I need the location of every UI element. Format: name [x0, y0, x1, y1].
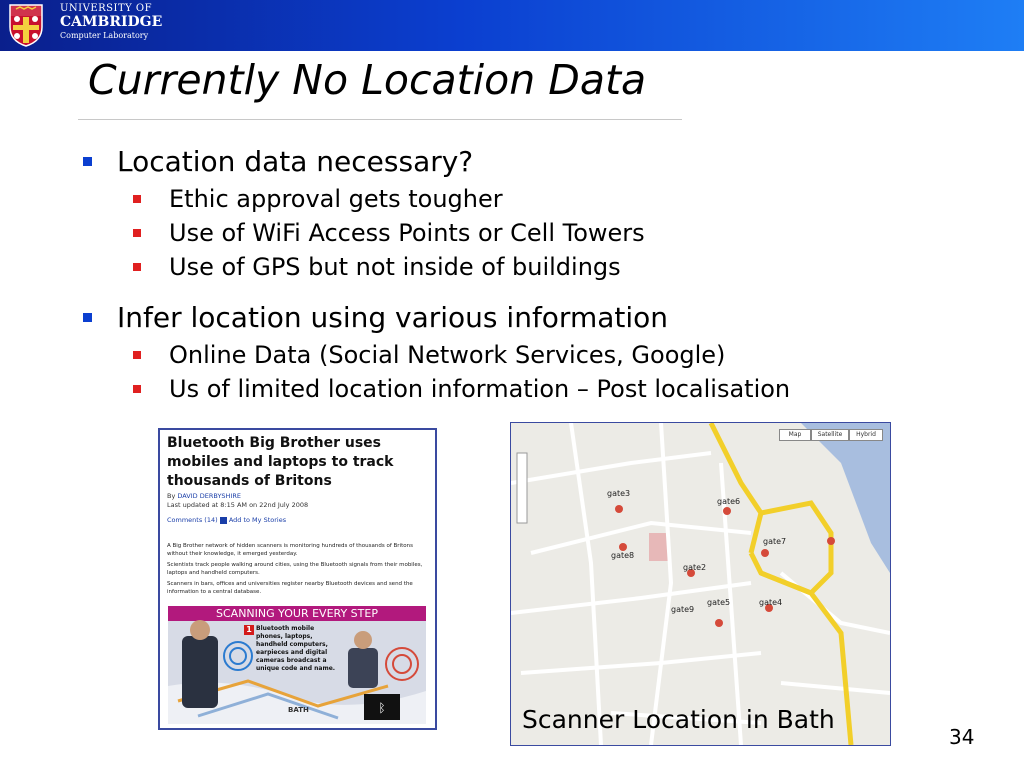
gate-label: gate3	[607, 489, 631, 498]
gate-label: gate6	[717, 497, 741, 506]
gate-label: gate7	[763, 537, 787, 546]
header-bar	[0, 0, 1024, 51]
bullet-item	[80, 142, 790, 182]
news-body	[167, 542, 427, 599]
gate-label: gate9	[671, 605, 695, 614]
sub-bullet-item	[80, 250, 790, 284]
news-byline	[167, 492, 308, 510]
red-bullet-icon	[133, 385, 141, 393]
byline-prefix: By	[167, 492, 178, 500]
gate-label: gate5	[707, 598, 731, 607]
map-view-button[interactable]: Map	[779, 429, 811, 441]
bullet-text: Location data necessary?	[117, 145, 474, 178]
news-paragraph: Scientists track people walking around cities, using the Bluetooth signals from their mobiles, laptops and handheld computers.	[167, 562, 423, 576]
step-box	[246, 625, 336, 673]
gate-label: gate4	[759, 598, 783, 607]
red-bullet-icon	[133, 263, 141, 271]
title-divider	[78, 119, 682, 120]
bullet-text: Infer location using various information	[117, 301, 669, 334]
hybrid-view-button[interactable]: Hybrid	[849, 429, 883, 441]
news-paragraph: Scanners in bars, offices and universities register nearby Bluetooth devices and send the information to a central database.	[167, 581, 413, 595]
blue-bullet-icon	[83, 157, 92, 166]
sub-bullet-item	[80, 216, 790, 250]
news-comments	[167, 516, 286, 524]
sub-bullet-item	[80, 182, 790, 216]
bath-map-image	[510, 422, 891, 746]
map-caption: Scanner Location in Bath	[522, 705, 835, 734]
gate-label: gate8	[611, 551, 635, 560]
svg-text:ᛒ: ᛒ	[378, 701, 386, 715]
bullet-spacer	[80, 284, 790, 298]
sub-bullet-item	[80, 338, 790, 372]
cambridge-crest-icon	[8, 3, 44, 47]
sub-bullet-text: Online Data (Social Network Services, Google)	[169, 341, 726, 369]
slide-title: Currently No Location Data	[88, 56, 647, 104]
sub-bullet-item	[80, 372, 790, 406]
red-bullet-icon	[133, 229, 141, 237]
blue-bullet-icon	[83, 313, 92, 322]
satellite-view-button[interactable]: Satellite	[811, 429, 849, 441]
place-label: BATH	[288, 706, 309, 714]
bullet-list	[80, 142, 790, 406]
step-number: 1	[244, 625, 254, 635]
sub-bullet-text: Ethic approval gets tougher	[169, 185, 503, 213]
uni-line-1: UNIVERSITY OF	[60, 3, 153, 14]
comments-link: Comments (14)	[167, 516, 218, 524]
page-number: 34	[949, 725, 975, 749]
uni-line-2: CAMBRIDGE	[60, 14, 163, 30]
byline-author: DAVID DERBYSHIRE	[177, 492, 241, 500]
scanning-illustration	[168, 606, 426, 724]
sub-bullet-text: Use of WiFi Access Points or Cell Towers	[169, 219, 645, 247]
step-text: Bluetooth mobile phones, laptops, handheld computers, earpieces and digital cameras broadcast a unique code and name.	[256, 625, 336, 672]
newspaper-clipping-image	[158, 428, 437, 730]
university-logo-text	[60, 3, 162, 42]
sub-bullet-text: Us of limited location information – Post localisation	[169, 375, 791, 403]
red-bullet-icon	[133, 351, 141, 359]
gate-label: gate2	[683, 563, 707, 572]
street-map-art	[511, 423, 890, 745]
scanning-banner: SCANNING YOUR EVERY STEP	[168, 606, 426, 621]
news-headline: Bluetooth Big Brother uses mobiles and laptops to track thousands of Britons	[167, 435, 394, 489]
byline-updated: Last updated at 8:15 AM on 22nd July 2008	[167, 501, 309, 509]
sub-bullet-text: Use of GPS but not inside of buildings	[169, 253, 621, 281]
add-story-icon	[220, 517, 227, 524]
news-paragraph: A Big Brother network of hidden scanners is monitoring hundreds of thousands of Britons without their knowledge, it emerged yesterday.	[167, 543, 413, 557]
uni-line-3: Computer Laboratory	[60, 31, 149, 40]
red-bullet-icon	[133, 195, 141, 203]
add-story-link: Add to My Stories	[228, 516, 287, 524]
bullet-item	[80, 298, 790, 338]
